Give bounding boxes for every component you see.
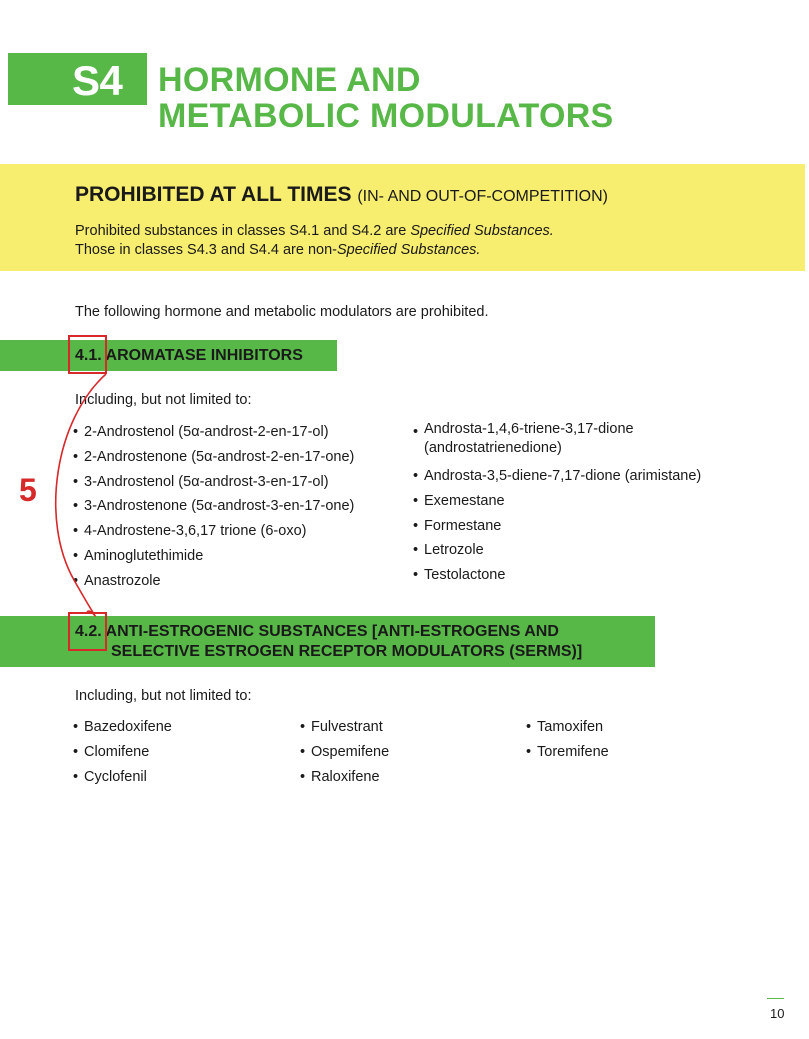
- section-42-including: Including, but not limited to:: [75, 688, 252, 704]
- list-item: • Aminoglutethimide: [73, 544, 354, 569]
- section-41-title: AROMATASE INHIBITORS: [105, 347, 303, 364]
- prohibited-heading-main: PROHIBITED AT ALL TIMES: [75, 183, 352, 206]
- list-item-line1: Androsta-1,4,6-triene-3,17-dione: [424, 421, 634, 437]
- list-item: • 2-Androstenol (5α-androst-2-en-17-ol): [73, 420, 354, 445]
- section-42-title-line1: ANTI-ESTROGENIC SUBSTANCES [ANTI-ESTROGENS AND: [105, 623, 559, 640]
- section-41-number: 4.1.: [75, 347, 102, 364]
- note-line1-text: Prohibited substances in classes S4.1 and S4.2 are: [75, 223, 411, 239]
- list-item: • Formestane: [413, 514, 701, 539]
- section-42-number: 4.2.: [75, 623, 102, 640]
- prohibited-heading-sub: (IN- AND OUT-OF-COMPETITION): [357, 188, 608, 205]
- list-item-line2: (androstatrienedione): [424, 440, 562, 456]
- intro-text: The following hormone and metabolic modulators are prohibited.: [75, 304, 489, 320]
- list-item: • Toremifene: [526, 740, 609, 765]
- list-item: • 3-Androstenol (5α-androst-3-en-17-ol): [73, 470, 354, 495]
- page-number: 10: [770, 1006, 785, 1021]
- section-code: S4: [72, 57, 123, 104]
- note-line2-text: Those in classes S4.3 and S4.4 are non-: [75, 242, 337, 258]
- list-item: • Letrozole: [413, 538, 701, 563]
- list-item: • Ospemifene: [300, 740, 389, 765]
- section-42-title-line2: SELECTIVE ESTROGEN RECEPTOR MODULATORS (SERMS)]: [111, 643, 583, 660]
- list-item: • Tamoxifen: [526, 715, 609, 740]
- section-title-line1: HORMONE AND: [158, 61, 421, 99]
- list-item: • Fulvestrant: [300, 715, 389, 740]
- page-number-rule: [767, 998, 784, 999]
- list-item: • Bazedoxifene: [73, 715, 172, 740]
- section-title-line2: METABOLIC MODULATORS: [158, 97, 614, 135]
- list-item: • Clomifene: [73, 740, 172, 765]
- list-item: • Exemestane: [413, 489, 701, 514]
- list-item: • Anastrozole: [73, 569, 354, 594]
- section-41-including: Including, but not limited to:: [75, 392, 252, 408]
- note-line1-italic: Specified Substances.: [410, 223, 554, 239]
- list-item: • Raloxifene: [300, 765, 389, 790]
- annotation-number: 5: [19, 472, 37, 508]
- list-item: • 3-Androstenone (5α-androst-3-en-17-one): [73, 494, 354, 519]
- list-item: • Androsta-3,5-diene-7,17-dione (arimistane): [413, 464, 701, 489]
- list-item: • 4-Androstene-3,6,17 trione (6-oxo): [73, 519, 354, 544]
- list-item: • 2-Androstenone (5α-androst-2-en-17-one): [73, 445, 354, 470]
- note-line2-italic: Specified Substances.: [336, 242, 481, 258]
- list-item: • Testolactone: [413, 563, 701, 588]
- list-item: • Cyclofenil: [73, 765, 172, 790]
